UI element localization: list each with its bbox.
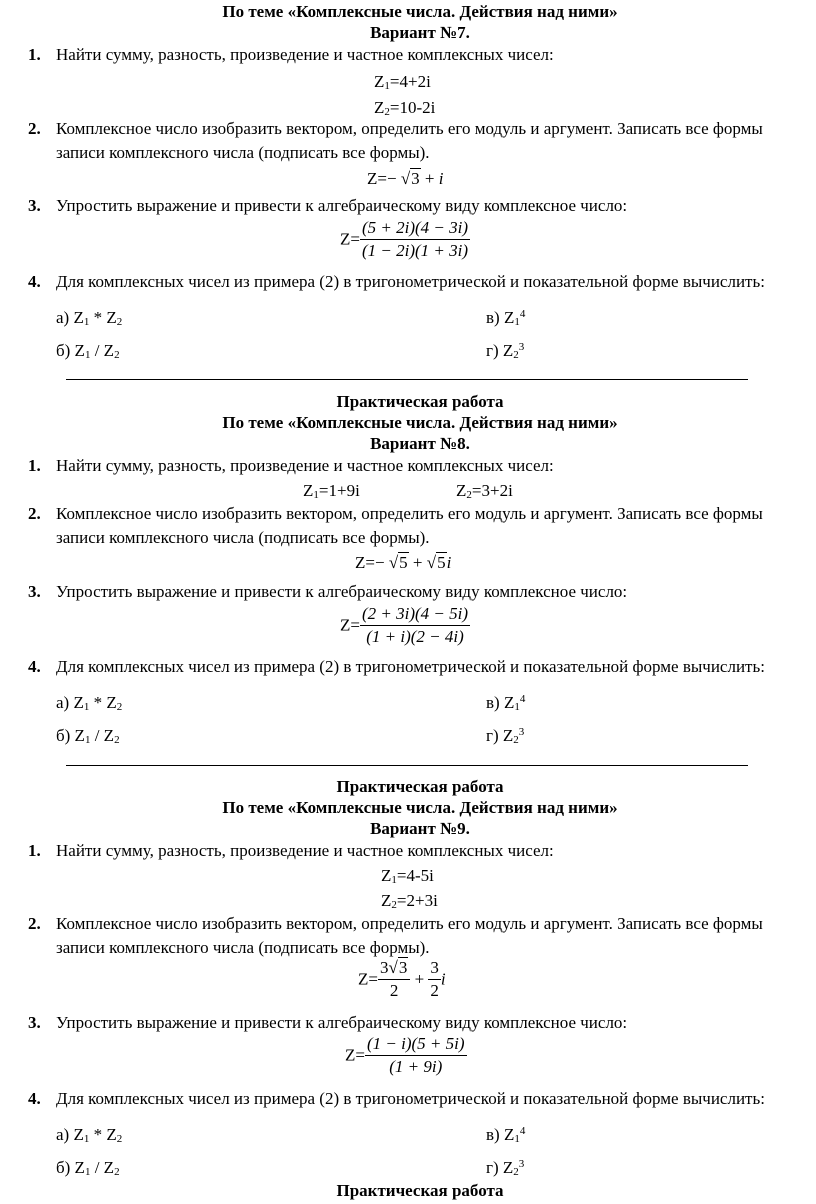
task-2-text-line1: Комплексное число изобразить вектором, определить его модуль и аргумент. Записать все формы xyxy=(56,504,763,523)
divider xyxy=(66,765,748,766)
task-2-text-line2: записи комплексного числа (подписать все формы). xyxy=(56,143,430,162)
task-4-text: Для комплексных чисел из примера (2) в тригонометрической и показательной форме вычислить: xyxy=(56,657,765,676)
topic-heading: По теме «Комплексные числа. Действия над ними» xyxy=(222,2,618,21)
variant-title: Вариант №7. xyxy=(370,23,470,42)
subtask-b: б) $Z_1 / Z_2$ xyxy=(56,341,120,361)
subtask-v: в) $Z_1^4$ xyxy=(486,308,526,328)
topic-heading: По теме «Комплексные числа. Действия над ними» xyxy=(222,413,618,432)
task-number: 3. xyxy=(28,582,41,601)
task-2-formula: Z= $\frac{3√3}{2}$ + $\frac{3}{2}$ i xyxy=(358,958,446,1000)
subtask-a: а) $Z_1 * Z_2$ xyxy=(56,1125,123,1145)
task-number: 2. xyxy=(28,119,41,138)
practical-work-heading: Практическая работа xyxy=(336,777,504,796)
subtask-g: г) $Z_2^3$ xyxy=(486,341,525,361)
task-3-formula: Z= $\frac{(5 + 2i)(4 - 3i)}{(1 - 2i)(1 + 3i)}$ xyxy=(340,218,469,260)
task-number: 1. xyxy=(28,456,41,475)
z1-value: $Z_1=4-5i$ xyxy=(381,866,434,886)
task-2-text-line2: записи комплексного числа (подписать все формы). xyxy=(56,938,430,957)
task-4-text: Для комплексных чисел из примера (2) в тригонометрической и показательной форме вычислить: xyxy=(56,272,765,291)
subtask-g: г) $Z_2^3$ xyxy=(486,1158,525,1178)
task-2-text-line1: Комплексное число изобразить вектором, определить его модуль и аргумент. Записать все формы xyxy=(56,914,763,933)
task-3-text: Упростить выражение и привести к алгебраическому виду комплексное число: xyxy=(56,582,628,601)
task-2-formula: Z=− √3 + i xyxy=(367,169,444,188)
variant-title: Вариант №9. xyxy=(370,819,470,838)
subtask-g: г) $Z_2^3$ xyxy=(486,726,525,746)
task-2-text-line1: Комплексное число изобразить вектором, определить его модуль и аргумент. Записать все формы xyxy=(56,119,763,138)
task-3-formula: Z= $\frac{(1 - i)(5 + 5i)}{(1 + 9i)}$ xyxy=(345,1034,465,1076)
task-number: 2. xyxy=(28,504,41,523)
task-number: 3. xyxy=(28,1013,41,1032)
subtask-a: а) $Z_1 * Z_2$ xyxy=(56,308,123,328)
variant-title: Вариант №8. xyxy=(370,434,470,453)
subtask-b: б) $Z_1 / Z_2$ xyxy=(56,726,120,746)
practical-work-heading: Практическая работа xyxy=(336,392,504,411)
task-number: 4. xyxy=(28,1089,41,1108)
task-2-formula: Z=− √5 + √5i xyxy=(355,553,452,572)
z1-value: $Z_1=4+2i$ xyxy=(374,72,431,92)
task-number: 2. xyxy=(28,914,41,933)
task-1-text: Найти сумму, разность, произведение и частное комплексных чисел: xyxy=(56,456,554,475)
subtask-v: в) $Z_1^4$ xyxy=(486,693,526,713)
divider xyxy=(66,379,748,380)
task-3-text: Упростить выражение и привести к алгебраическому виду комплексное число: xyxy=(56,1013,628,1032)
z1-value: $Z_1=1+9i$ xyxy=(303,481,360,501)
task-number: 1. xyxy=(28,841,41,860)
task-number: 3. xyxy=(28,196,41,215)
next-practical-work-heading: Практическая работа xyxy=(336,1181,504,1200)
task-1-text: Найти сумму, разность, произведение и частное комплексных чисел: xyxy=(56,45,554,64)
z2-value: $Z_2=2+3i$ xyxy=(381,891,438,911)
task-2-text-line2: записи комплексного числа (подписать все формы). xyxy=(56,528,430,547)
subtask-v: в) $Z_1^4$ xyxy=(486,1125,526,1145)
z2-value: $Z_2=10-2i$ xyxy=(374,98,436,118)
topic-heading: По теме «Комплексные числа. Действия над ними» xyxy=(222,798,618,817)
task-number: 1. xyxy=(28,45,41,64)
subtask-a: а) $Z_1 * Z_2$ xyxy=(56,693,123,713)
task-1-text: Найти сумму, разность, произведение и частное комплексных чисел: xyxy=(56,841,554,860)
task-number: 4. xyxy=(28,657,41,676)
task-4-text: Для комплексных чисел из примера (2) в тригонометрической и показательной форме вычислить: xyxy=(56,1089,765,1108)
z2-value: $Z_2=3+2i$ xyxy=(456,481,513,501)
task-3-formula: Z= $\frac{(2 + 3i)(4 - 5i)}{(1 + i)(2 - 4i)}$ xyxy=(340,604,469,646)
subtask-b: б) $Z_1 / Z_2$ xyxy=(56,1158,120,1178)
task-number: 4. xyxy=(28,272,41,291)
task-3-text: Упростить выражение и привести к алгебраическому виду комплексное число: xyxy=(56,196,628,215)
